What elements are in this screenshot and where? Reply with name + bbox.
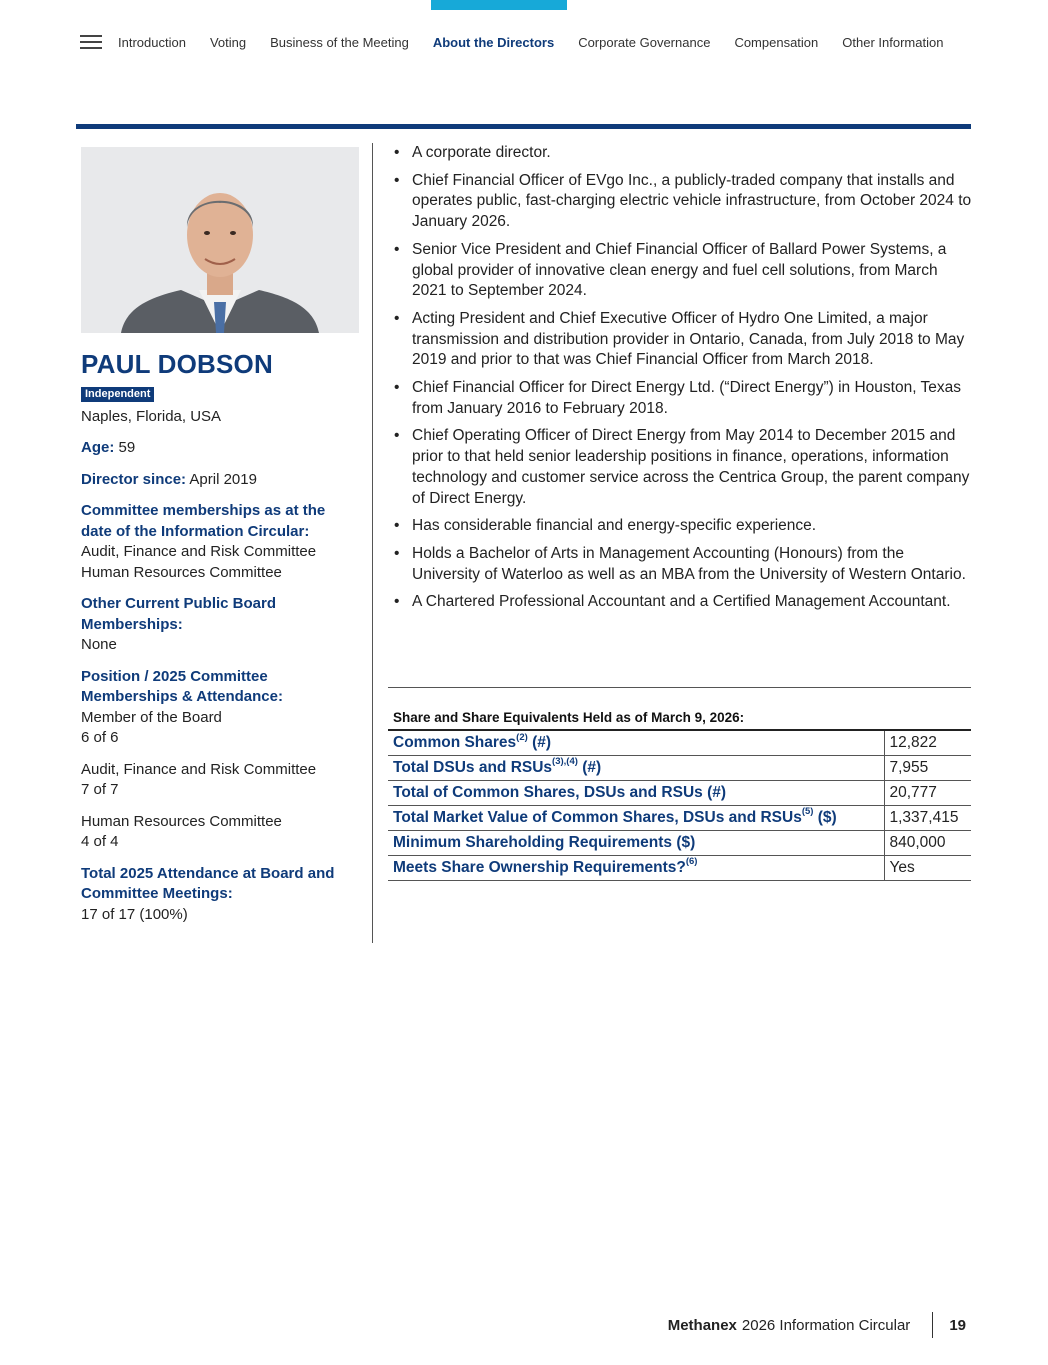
- row-value: 20,777: [884, 780, 971, 805]
- bio-item: • A Chartered Professional Accountant and a Certified Management Accountant.: [392, 592, 972, 613]
- attendance-section: [81, 667, 359, 749]
- footer-brand: Methanex: [667, 1316, 737, 1334]
- bio-item: • Acting President and Chief Executive Officer of Hydro One Limited, a major transmission and distribution provider in Ontario, Canada, from July 2018 to May 2019 and prior to that was Chief Financial Officer from March 2018.: [392, 309, 972, 371]
- section-rule: [76, 124, 971, 129]
- table-row: [388, 855, 971, 880]
- director-location: Naples, Florida, USA: [81, 408, 222, 425]
- director-profile: [81, 147, 359, 925]
- bio-item: • Chief Operating Officer of Direct Energy from May 2014 to December 2015 and prior to that held senior leadership positions in finance, operations, information technology and customer service across the Centrica Group, the parent company of Direct Energy.: [392, 426, 972, 509]
- row-value: 1,337,415: [884, 805, 971, 830]
- other-board-memberships-label: Other Current Public Board Memberships:: [81, 595, 277, 633]
- column-divider: [372, 143, 373, 943]
- row-value: 840,000: [884, 830, 971, 855]
- director-since-field: [81, 470, 359, 491]
- committee-memberships: [81, 501, 359, 583]
- total-attendance-label: Total 2025 Attendance at Board and Committee Meetings:: [81, 864, 335, 902]
- director-since-label: Director since:: [81, 470, 187, 488]
- nav-business-of-the-meeting[interactable]: Business of the Meeting: [270, 34, 409, 50]
- page-footer: [668, 1312, 966, 1338]
- attendance-board: Member of the Board: [81, 708, 222, 726]
- active-section-indicator: [431, 0, 567, 10]
- row-label: Meets Share Ownership Requirements?$^{(6)}$: [388, 855, 884, 880]
- nav-compensation[interactable]: Compensation: [734, 34, 819, 50]
- other-board-memberships: [81, 594, 359, 656]
- age-label: Age:: [81, 439, 115, 456]
- shares-table: [388, 729, 971, 881]
- bio-item: • Chief Financial Officer for Direct Energy Ltd. (“Direct Energy”) in Houston, Texas from January 2016 to February 2018.: [392, 378, 972, 419]
- attendance-hr: [81, 812, 359, 853]
- attendance-board-value: 6 of 6: [81, 729, 119, 746]
- committee-memberships-label: Committee memberships as at the date of the Information Circular:: [81, 502, 326, 540]
- row-value: 7,955: [884, 755, 971, 780]
- footer-document: 2026 Information Circular: [741, 1316, 911, 1334]
- director-since-value: April 2019: [189, 470, 257, 488]
- attendance-hr-name: Human Resources Committee: [81, 812, 282, 830]
- table-row: [388, 755, 971, 780]
- row-label: Total of Common Shares, DSUs and RSUs (#): [388, 780, 884, 805]
- row-label: Common Shares$^{(2)}$ (#): [388, 730, 884, 755]
- director-photo: [81, 147, 359, 333]
- nav-corporate-governance[interactable]: Corporate Governance: [578, 34, 711, 50]
- nav-other-information[interactable]: Other Information: [842, 34, 944, 50]
- age-field: [81, 438, 359, 459]
- bio-item: • Has considerable financial and energy-specific experience.: [392, 516, 972, 537]
- director-name: PAUL DOBSON: [81, 349, 273, 379]
- independent-badge: Independent: [81, 387, 154, 402]
- attendance-audit: [81, 760, 359, 801]
- shares-table-title: Share and Share Equivalents Held as of March 9, 2026:: [393, 710, 745, 725]
- other-board-memberships-value: None: [81, 636, 117, 653]
- nav-introduction[interactable]: Introduction: [118, 34, 186, 50]
- attendance-audit-name: Audit, Finance and Risk Committee: [81, 760, 317, 778]
- attendance-hr-value: 4 of 4: [81, 833, 119, 850]
- row-label: Minimum Shareholding Requirements ($): [388, 830, 884, 855]
- bio-item: • Chief Financial Officer of EVgo Inc., a publicly-traded company that installs and operates public, fast-charging electric vehicle infrastructure, from October 2024 to January 2026.: [392, 171, 972, 233]
- nav-about-the-directors[interactable]: About the Directors: [432, 34, 555, 50]
- row-label: Total Market Value of Common Shares, DSUs and RSUs$^{(5)}$ ($): [388, 805, 884, 830]
- attendance-label: Position / 2025 Committee Memberships & Attendance:: [81, 667, 283, 705]
- total-attendance-value: 17 of 17 (100%): [81, 905, 188, 923]
- committee-item: Human Resources Committee: [81, 563, 282, 581]
- table-row: [388, 730, 971, 755]
- table-row: [388, 780, 971, 805]
- row-value: 12,822: [884, 730, 971, 755]
- row-value: Yes: [884, 855, 971, 880]
- bio-item: • Senior Vice President and Chief Financial Officer of Ballard Power Systems, a global provider of innovative clean energy and fuel cell solutions, from March 2021 to September 2024.: [392, 240, 972, 302]
- biography-list: [392, 143, 972, 620]
- row-label: Total DSUs and RSUs$^{(3),(4)}$ (#): [388, 755, 884, 780]
- hamburger-menu-icon[interactable]: [80, 35, 102, 49]
- nav-voting[interactable]: Voting: [209, 34, 247, 50]
- bio-item: • Holds a Bachelor of Arts in Management Accounting (Honours) from the University of Waterloo as well as an MBA from the University of Western Ontario.: [392, 544, 972, 585]
- footer-separator: [932, 1312, 933, 1338]
- page-number: 19: [949, 1316, 966, 1334]
- committee-item: Audit, Finance and Risk Committee: [81, 543, 317, 560]
- bio-item: • A corporate director.: [392, 143, 972, 164]
- attendance-audit-value: 7 of 7: [81, 781, 119, 798]
- table-rule: [388, 687, 971, 688]
- table-row: [388, 805, 971, 830]
- top-navigation: [80, 30, 968, 54]
- age-value: 59: [118, 439, 136, 456]
- table-row: [388, 830, 971, 855]
- total-attendance: [81, 864, 359, 926]
